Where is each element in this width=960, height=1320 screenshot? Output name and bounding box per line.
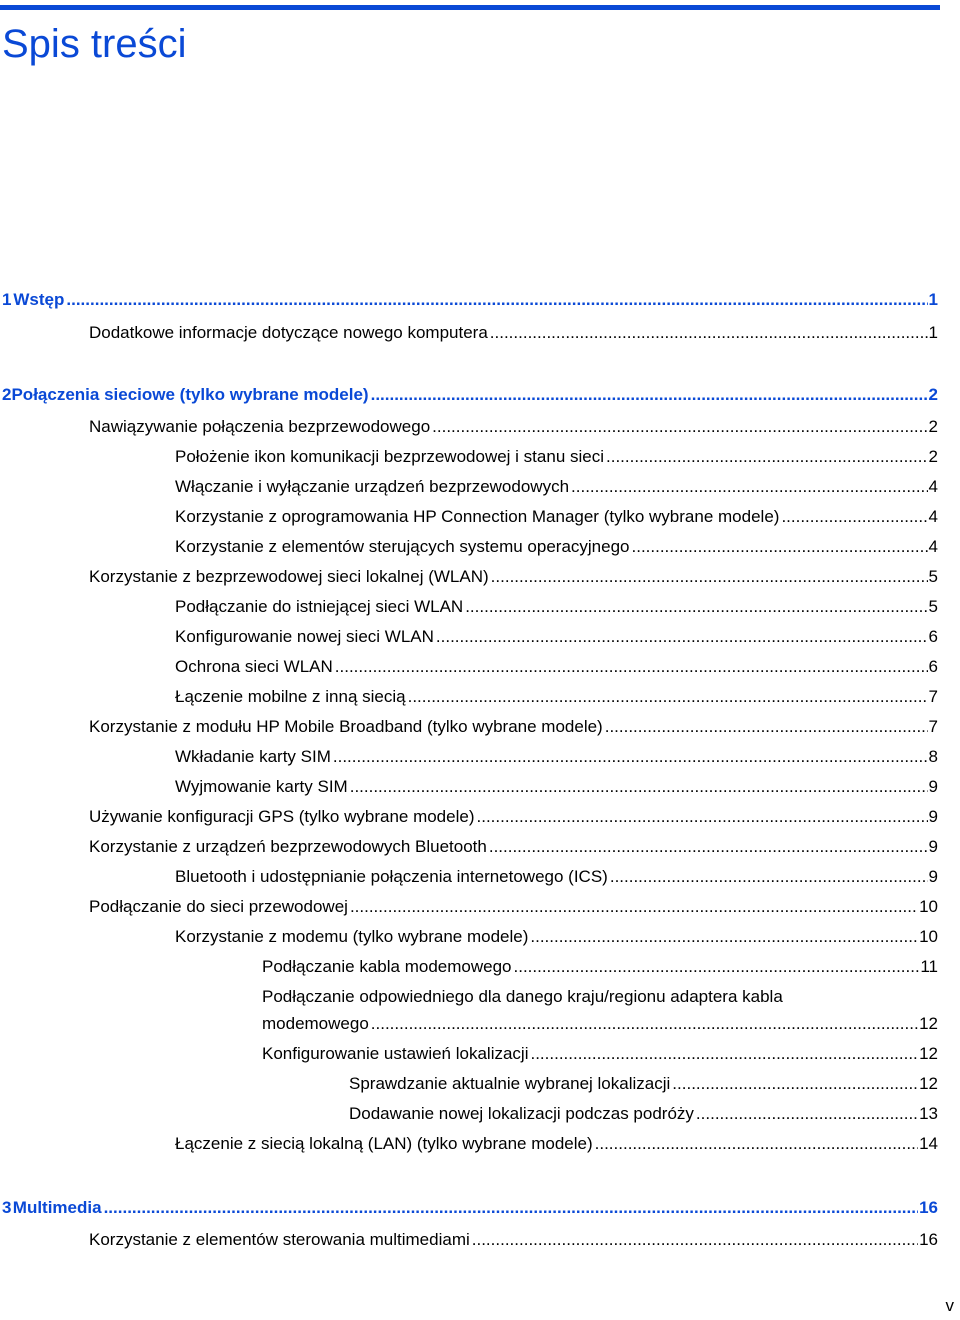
- chapter-number: 2: [2, 385, 12, 404]
- toc-page-number: 2: [928, 385, 938, 404]
- toc-label: Łączenie mobilne z inną siecią: [175, 687, 406, 706]
- toc-page-number: 8: [928, 747, 938, 766]
- toc-entry[interactable]: [89, 896, 938, 918]
- dot-leader: [490, 322, 928, 344]
- toc-label: Wkładanie karty SIM: [175, 747, 331, 766]
- dot-leader: [696, 1103, 918, 1125]
- dot-leader: [605, 716, 928, 738]
- dot-leader: [333, 746, 928, 768]
- toc-page-number: 1: [928, 290, 938, 309]
- toc-entry[interactable]: [175, 596, 938, 618]
- toc-label: Łączenie z siecią lokalną (LAN) (tylko wybrane modele): [175, 1134, 593, 1153]
- toc-label: Korzystanie z urządzeń bezprzewodowych Bluetooth: [89, 837, 487, 856]
- toc-label: Konfigurowanie nowej sieci WLAN: [175, 627, 434, 646]
- toc-page-number: 9: [928, 807, 938, 826]
- toc-entry[interactable]: [89, 1229, 938, 1251]
- toc-entry[interactable]: [89, 566, 938, 588]
- toc-label: Sprawdzanie aktualnie wybranej lokalizacji: [349, 1074, 671, 1093]
- toc-page-number: 5: [928, 567, 938, 586]
- dot-leader: [632, 536, 928, 558]
- dot-leader: [66, 289, 927, 311]
- toc-page-number: 14: [919, 1134, 938, 1153]
- dot-leader: [514, 956, 920, 978]
- dot-leader: [489, 836, 928, 858]
- dot-leader: [672, 1073, 918, 1095]
- toc-page-number: 6: [928, 627, 938, 646]
- dot-leader: [530, 1043, 918, 1065]
- dot-leader: [477, 806, 928, 828]
- toc-entry[interactable]: [175, 656, 938, 678]
- dot-leader: [606, 446, 928, 468]
- toc-label: Używanie konfiguracji GPS (tylko wybrane modele): [89, 807, 475, 826]
- toc-chapter-3[interactable]: [2, 1197, 938, 1219]
- toc-page-number: 2: [928, 417, 938, 436]
- toc-entry[interactable]: [175, 776, 938, 798]
- dot-leader: [104, 1197, 919, 1219]
- toc-label: Wyjmowanie karty SIM: [175, 777, 348, 796]
- toc-entry[interactable]: [175, 446, 938, 468]
- toc-entry[interactable]: [262, 1013, 938, 1035]
- toc-page-number: 9: [928, 837, 938, 856]
- dot-leader: [610, 866, 928, 888]
- toc-page-number: 9: [928, 867, 938, 886]
- toc-entry[interactable]: [349, 1073, 938, 1095]
- dot-leader: [371, 384, 928, 406]
- dot-leader: [491, 566, 928, 588]
- toc-label: Podłączanie kabla modemowego: [262, 957, 512, 976]
- dot-leader: [595, 1133, 918, 1155]
- dot-leader: [465, 596, 927, 618]
- toc-page-number: 10: [919, 897, 938, 916]
- toc-page-number: 6: [928, 657, 938, 676]
- dot-leader: [335, 656, 928, 678]
- toc-entry[interactable]: [175, 626, 938, 648]
- toc-entry[interactable]: [262, 1043, 938, 1065]
- toc-label: Połączenia sieciowe (tylko wybrane modele): [11, 385, 369, 404]
- toc-label: Korzystanie z bezprzewodowej sieci lokalnej (WLAN): [89, 567, 489, 586]
- toc-label: Korzystanie z elementów sterowania multimediami: [89, 1230, 470, 1249]
- toc-page-number: 13: [919, 1104, 938, 1123]
- toc-page-number: 12: [919, 1074, 938, 1093]
- dot-leader: [350, 896, 918, 918]
- chapter-number: 3: [2, 1198, 12, 1217]
- toc-label: Podłączanie do istniejącej sieci WLAN: [175, 597, 464, 616]
- chapter-number: 1: [2, 290, 12, 309]
- toc-page-number: 4: [928, 537, 938, 556]
- toc-entry[interactable]: [175, 926, 938, 948]
- toc-label: Dodatkowe informacje dotyczące nowego komputera: [89, 323, 488, 342]
- toc-chapter-1[interactable]: [2, 289, 938, 311]
- toc-label-first-line[interactable]: Podłączanie odpowiedniego dla danego kraju/regionu adaptera kabla: [262, 987, 783, 1006]
- toc-label-continuation: modemowego: [262, 1014, 369, 1033]
- toc-label: Nawiązywanie połączenia bezprzewodowego: [89, 417, 431, 436]
- toc-page-number: 4: [928, 477, 938, 496]
- dot-leader: [371, 1013, 918, 1035]
- toc-entry[interactable]: [175, 1133, 938, 1155]
- toc-entry[interactable]: [89, 716, 938, 738]
- toc-label: Ochrona sieci WLAN: [175, 657, 333, 676]
- toc-label: Położenie ikon komunikacji bezprzewodowej i stanu sieci: [175, 447, 605, 466]
- toc-entry[interactable]: [175, 686, 938, 708]
- toc-page-number: 5: [928, 597, 938, 616]
- header-rule: [0, 5, 940, 10]
- toc-label: Korzystanie z modemu (tylko wybrane modele): [175, 927, 529, 946]
- toc-label: Korzystanie z modułu HP Mobile Broadband (tylko wybrane modele): [89, 717, 603, 736]
- toc-entry[interactable]: [89, 836, 938, 858]
- toc-page-number: 12: [919, 1014, 938, 1033]
- toc-page-number: 11: [920, 957, 938, 976]
- toc-page-number: 10: [919, 927, 938, 946]
- dot-leader: [530, 926, 918, 948]
- footer-page-number: v: [945, 1296, 954, 1315]
- toc-page-number: 2: [928, 447, 938, 466]
- toc-label: Podłączanie do sieci przewodowej: [89, 897, 348, 916]
- toc-page-number: 16: [919, 1230, 938, 1249]
- toc-entry[interactable]: [175, 476, 938, 498]
- toc-label: Włączanie i wyłączanie urządzeń bezprzewodowych: [175, 477, 570, 496]
- toc-chapter-2[interactable]: [2, 384, 938, 406]
- toc-entry[interactable]: [262, 956, 938, 978]
- toc-entry[interactable]: [89, 322, 938, 344]
- toc-label: Korzystanie z elementów sterujących systemu operacyjnego: [175, 537, 630, 556]
- toc-label: Bluetooth i udostępnianie połączenia internetowego (ICS): [175, 867, 608, 886]
- dot-leader: [436, 626, 928, 648]
- toc-entry[interactable]: [175, 506, 938, 528]
- toc-entry[interactable]: [175, 536, 938, 558]
- toc-label: Dodawanie nowej lokalizacji podczas podróży: [349, 1104, 694, 1123]
- toc-label: Multimedia: [12, 1198, 102, 1217]
- toc-entry[interactable]: [89, 806, 938, 828]
- dot-leader: [408, 686, 928, 708]
- toc-page-number: 16: [919, 1198, 938, 1217]
- page-title: Spis treści: [2, 22, 187, 66]
- toc-page-number: 4: [928, 507, 938, 526]
- dot-leader: [432, 416, 927, 438]
- toc-entry[interactable]: [349, 1103, 938, 1125]
- toc-page-number: 12: [919, 1044, 938, 1063]
- dot-leader: [350, 776, 928, 798]
- toc-entry[interactable]: [175, 866, 938, 888]
- toc-page-number: 7: [928, 687, 938, 706]
- toc-label: Wstęp: [13, 290, 65, 309]
- dot-leader: [472, 1229, 918, 1251]
- toc-entry[interactable]: [175, 746, 938, 768]
- toc-page-number: 9: [928, 777, 938, 796]
- dot-leader: [781, 506, 927, 528]
- dot-leader: [571, 476, 928, 498]
- toc-page-number: 1: [928, 323, 938, 342]
- toc-label: Korzystanie z oprogramowania HP Connection Manager (tylko wybrane modele): [175, 507, 780, 526]
- toc-entry[interactable]: [89, 416, 938, 438]
- toc-label: Konfigurowanie ustawień lokalizacji: [262, 1044, 529, 1063]
- toc-page-number: 7: [928, 717, 938, 736]
